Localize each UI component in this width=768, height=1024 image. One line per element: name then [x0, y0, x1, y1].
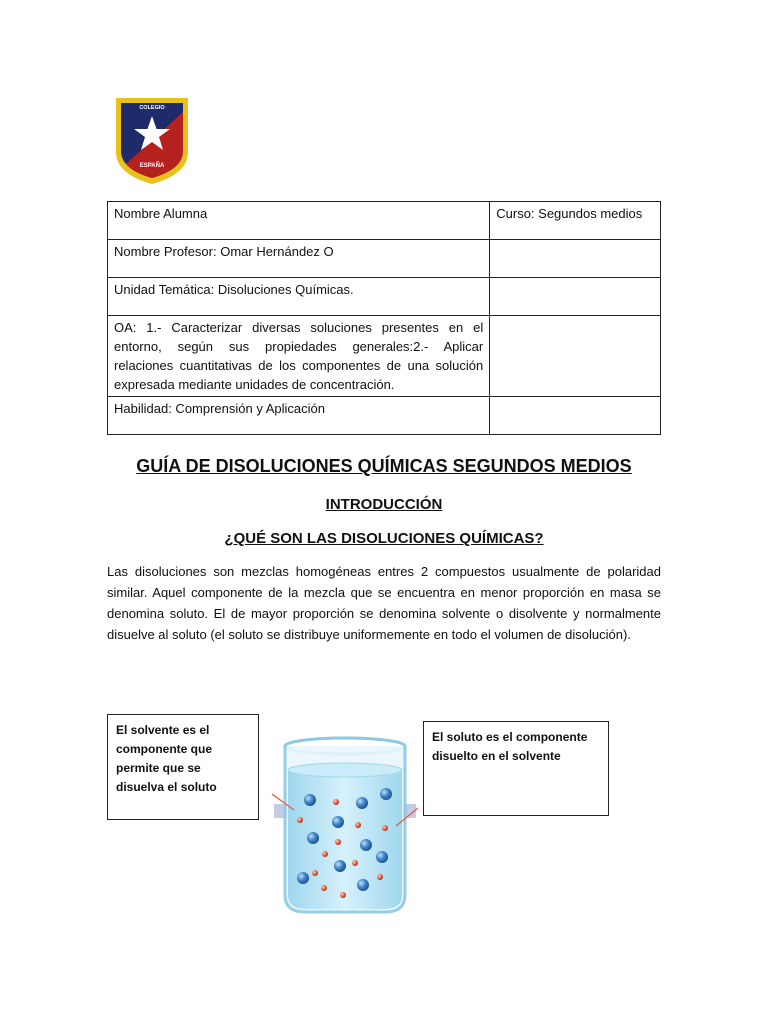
- skill-cell: Habilidad: Comprensión y Aplicación: [108, 397, 490, 435]
- solute-particle: [377, 874, 383, 880]
- solvent-particle: [356, 797, 368, 809]
- logo-top-text: COLEGIO: [139, 105, 165, 111]
- solute-particle: [352, 860, 358, 866]
- solvent-particle: [332, 816, 344, 828]
- empty-cell: [490, 397, 661, 435]
- intro-heading: INTRODUCCIÓN: [325, 496, 443, 513]
- solvent-particle: [357, 879, 369, 891]
- solute-particle: [322, 851, 328, 857]
- empty-cell: [490, 240, 661, 278]
- solute-particle: [333, 799, 339, 805]
- intro-paragraph: Las disoluciones son mezclas homogéneas entres 2 compuestos usualmente de polaridad similar. Aquel componente de la mezcla que se encuentra en menor proporción en masa se denomina soluto. El de mayor proporción se denomina solvente o disolvente y normalmente disuelve al soluto (el soluto se distribuye uniformemente en todo el volumen de disolución).: [107, 564, 661, 642]
- student-info-table: [107, 201, 661, 435]
- teacher-name-cell: Nombre Profesor: Omar Hernández O: [108, 240, 490, 278]
- liquid-surface: [288, 763, 402, 777]
- table-row: [108, 240, 661, 278]
- solvent-callout: [107, 714, 259, 820]
- solute-particle: [297, 817, 303, 823]
- table-row: [108, 397, 661, 435]
- solvent-particle: [297, 872, 309, 884]
- solvent-particle: [334, 860, 346, 872]
- beaker-diagram: [270, 730, 420, 920]
- empty-cell: [490, 278, 661, 316]
- solvent-particle: [307, 832, 319, 844]
- question-heading: ¿QUÉ SON LAS DISOLUCIONES QUÍMICAS?: [224, 530, 544, 547]
- table-row: [108, 316, 661, 397]
- solute-particle: [335, 839, 341, 845]
- empty-cell: [490, 316, 661, 397]
- school-crest-logo: [112, 94, 192, 186]
- solvent-callout-text: El solvente es el componente que permite que se disuelva el soluto: [116, 723, 217, 794]
- solute-callout-text: El soluto es el componente disuelto en el solvente: [432, 730, 588, 763]
- guide-title: GUÍA DE DISOLUCIONES QUÍMICAS SEGUNDOS MEDIOS: [136, 456, 632, 476]
- solvent-particle: [304, 794, 316, 806]
- table-row: [108, 278, 661, 316]
- unit-cell: Unidad Temática: Disoluciones Químicas.: [108, 278, 490, 316]
- student-name-cell: Nombre Alumna: [108, 202, 490, 240]
- solute-particle: [312, 870, 318, 876]
- solvent-particle: [376, 851, 388, 863]
- logo-bottom-text: ESPAÑA: [139, 163, 165, 169]
- solute-particle: [321, 885, 327, 891]
- solute-callout: [423, 721, 609, 816]
- solute-particle: [355, 822, 361, 828]
- table-row: [108, 202, 661, 240]
- solvent-particle: [380, 788, 392, 800]
- solute-particle: [340, 892, 346, 898]
- solute-particle: [382, 825, 388, 831]
- solvent-particle: [360, 839, 372, 851]
- learning-objective-cell: OA: 1.- Caracterizar diversas soluciones presentes en el entorno, según sus propiedades generales:2.- Aplicar relaciones cuantitativas de los componentes de una solución expresada mediante unidades de concentración.: [108, 316, 490, 397]
- course-cell: Curso: Segundos medios: [490, 202, 661, 240]
